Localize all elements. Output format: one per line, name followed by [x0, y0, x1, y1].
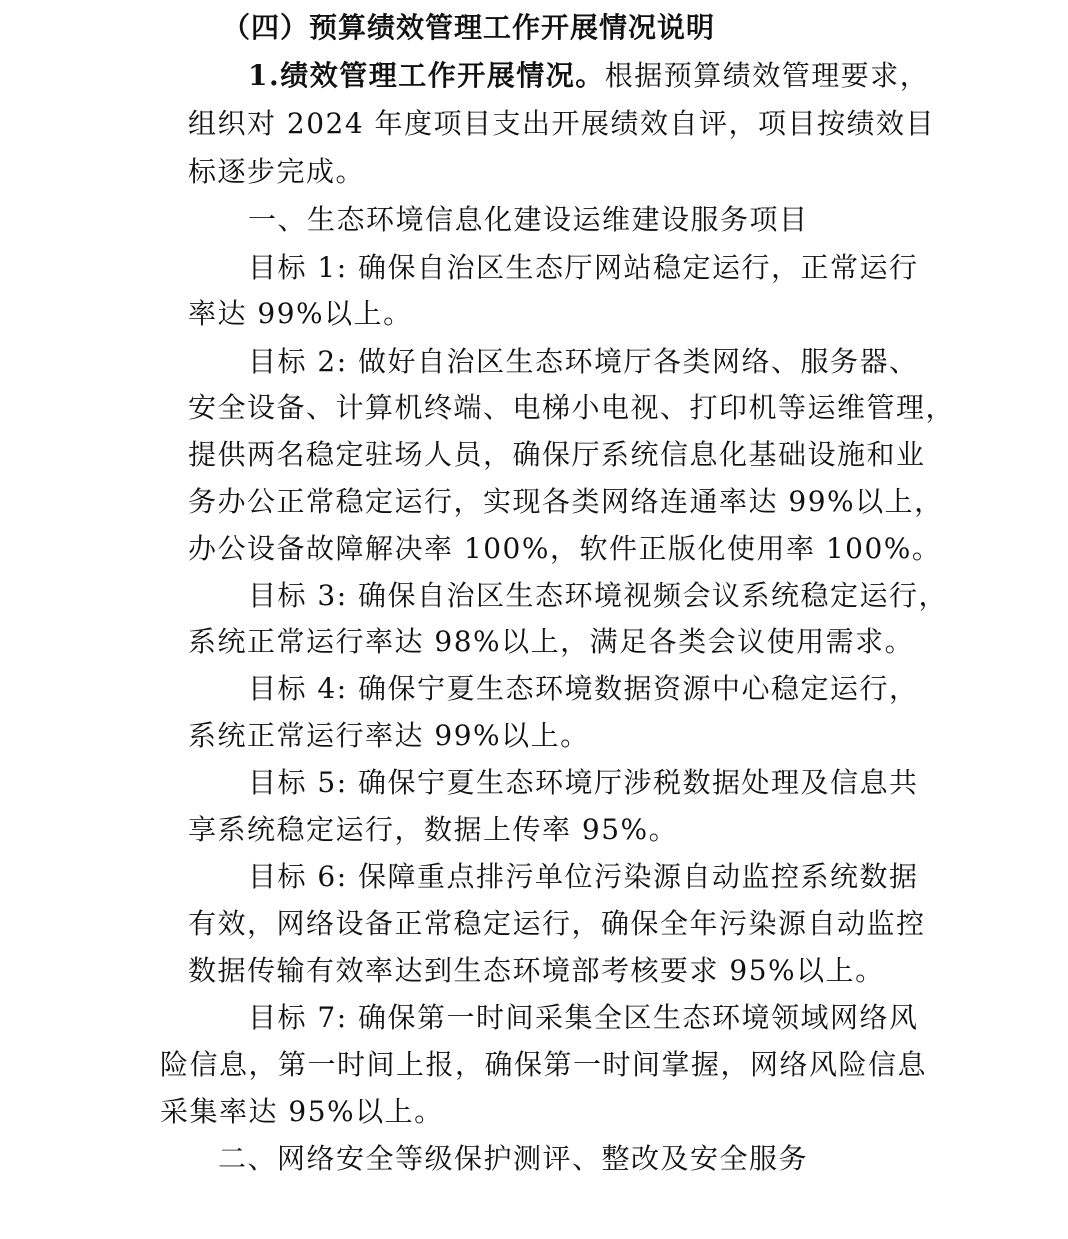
- goal7-line-3: 采集率达 95%以上。: [160, 1095, 444, 1128]
- goal7-line-2: 险信息，第一时间上报，确保第一时间掌握，网络风险信息: [160, 1048, 928, 1081]
- goal4-line-1: 目标 4: 确保宁夏生态环境数据资源中心稳定运行，: [248, 672, 919, 705]
- project1-title: 一、生态环境信息化建设运维建设服务项目: [248, 203, 809, 236]
- goal6-line-2: 有效，网络设备正常稳定运行，确保全年污染源自动监控: [188, 907, 926, 940]
- project2-title: 二、网络安全等级保护测评、整改及安全服务: [218, 1142, 809, 1175]
- goal2-line-4: 务办公正常稳定运行，实现各类网络连通率达 99%以上，: [188, 485, 944, 518]
- goal3-line-1: 目标 3: 确保自治区生态环境视频会议系统稳定运行，: [248, 579, 949, 612]
- intro-bold-lead: 1.绩效管理工作开展情况。: [248, 59, 605, 92]
- goal6-line-1: 目标 6: 保障重点排污单位污染源自动监控系统数据: [248, 860, 919, 893]
- goal1-line-2: 率达 99%以上。: [188, 297, 413, 330]
- goal2-line-1: 目标 2: 做好自治区生态环境厅各类网络、服务器、: [248, 345, 919, 378]
- goal2-line-3: 提供两名稳定驻场人员，确保厅系统信息化基础设施和业: [188, 438, 926, 471]
- goal2-line-5: 办公设备故障解决率 100%，软件正版化使用率 100%。: [188, 532, 942, 565]
- intro-line1-rest: 根据预算绩效管理要求，: [604, 59, 930, 92]
- intro-line-1: [248, 58, 929, 94]
- intro-line-2: 组织对 2024 年度项目支出开展绩效自评，项目按绩效目: [188, 107, 936, 140]
- goal7-line-1: 目标 7: 确保第一时间采集全区生态环境领域网络风: [248, 1001, 919, 1034]
- goal5-line-1: 目标 5: 确保宁夏生态环境厅涉税数据处理及信息共: [248, 766, 919, 799]
- goal6-line-3: 数据传输有效率达到生态环境部考核要求 95%以上。: [188, 954, 885, 987]
- goal5-line-2: 享系统稳定运行，数据上传率 95%。: [188, 813, 679, 846]
- goal3-line-2: 系统正常运行率达 98%以上，满足各类会议使用需求。: [188, 625, 915, 658]
- intro-line-3: 标逐步完成。: [188, 155, 366, 188]
- section-heading: （四）预算绩效管理工作开展情况说明: [222, 11, 716, 44]
- goal1-line-1: 目标 1: 确保自治区生态厅网站稳定运行，正常运行: [248, 251, 919, 284]
- goal4-line-2: 系统正常运行率达 99%以上。: [188, 719, 590, 752]
- goal2-line-2: 安全设备、计算机终端、电梯小电视、打印机等运维管理，: [188, 391, 956, 424]
